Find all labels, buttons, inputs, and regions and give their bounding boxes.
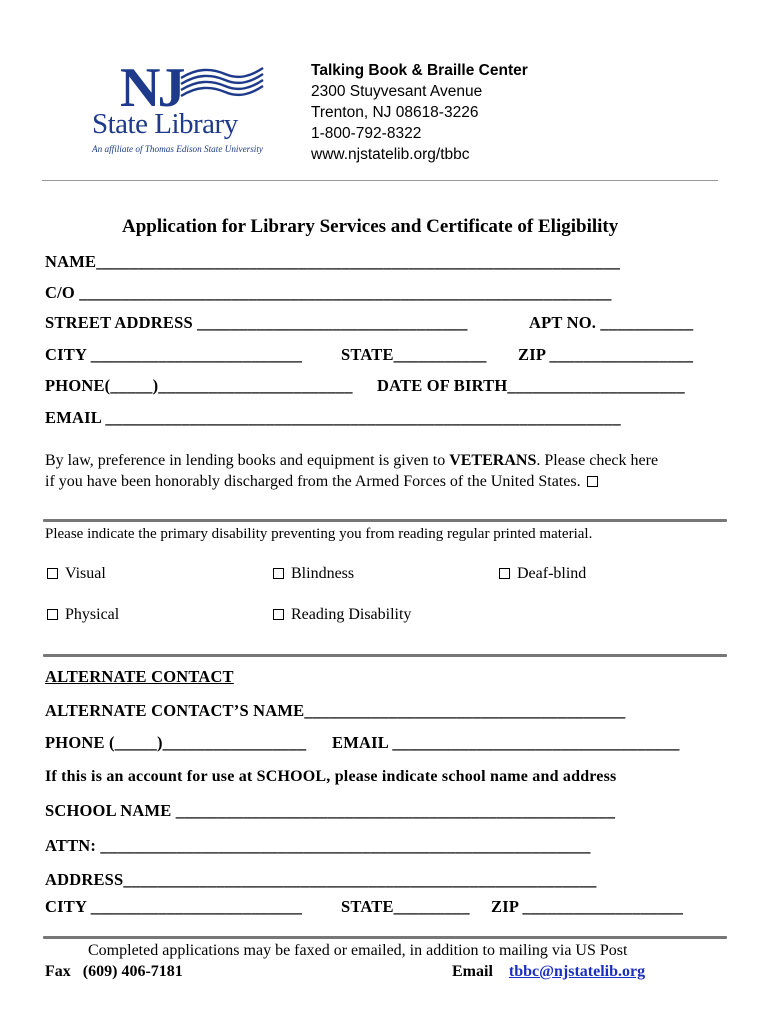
veterans-text-pre: By law, preference in lending books and equipment is given to: [45, 452, 450, 469]
logo-state-library-text: State Library: [92, 108, 238, 140]
alternate-contact-name-field[interactable]: ALTERNATE CONTACT’S NAME______________________________________: [45, 701, 626, 720]
header-website: www.njstatelib.org/tbbc: [311, 146, 470, 163]
reading-disability-checkbox[interactable]: [273, 609, 284, 620]
alternate-phone-field[interactable]: PHONE (_____)_________________: [45, 733, 307, 752]
state-field[interactable]: STATE___________: [341, 345, 487, 364]
school-prompt: If this is an account for use at SCHOOL, please indicate school name and address: [45, 768, 617, 785]
nj-state-library-logo: [92, 58, 272, 162]
school-city-field[interactable]: CITY _________________________: [45, 897, 303, 916]
section-divider-2: [43, 654, 727, 657]
header-city: Trenton, NJ 08618-3226: [311, 104, 479, 121]
footer-note: Completed applications may be faxed or emailed, in addition to mailing via US Post: [88, 942, 628, 959]
physical-checkbox[interactable]: [47, 609, 58, 620]
phone-field[interactable]: PHONE(_____)_______________________: [45, 376, 353, 395]
option-blindness[interactable]: [273, 565, 354, 583]
date-of-birth-field[interactable]: DATE OF BIRTH_____________________: [377, 376, 685, 395]
alternate-email-field[interactable]: EMAIL __________________________________: [332, 733, 680, 752]
school-address-field[interactable]: ADDRESS________________________________________________________: [45, 870, 597, 889]
street-address-field[interactable]: STREET ADDRESS ________________________________: [45, 313, 468, 332]
attn-field[interactable]: ATTN: __________________________________________________________: [45, 836, 591, 855]
email-field[interactable]: EMAIL _____________________________________________________________: [45, 408, 621, 427]
visual-label: Visual: [65, 565, 106, 582]
email-label: Email: [452, 963, 493, 980]
blindness-checkbox[interactable]: [273, 568, 284, 579]
header-street: 2300 Stuyvesant Avenue: [311, 83, 483, 100]
option-visual[interactable]: [47, 565, 106, 583]
option-physical[interactable]: [47, 606, 119, 624]
form-title: Application for Library Services and Certificate of Eligibility: [122, 216, 619, 237]
veterans-text-line2: if you have been honorably discharged from the Armed Forces of the United States.: [45, 473, 581, 490]
disability-prompt: Please indicate the primary disability preventing you from reading regular printed material.: [45, 526, 593, 542]
email-link[interactable]: tbbc@njstatelib.org: [508, 963, 646, 980]
deaf-blind-checkbox[interactable]: [499, 568, 510, 579]
veterans-text-bold: VETERANS: [449, 452, 537, 469]
header-org-name: Talking Book & Braille Center: [311, 62, 528, 79]
blindness-label: Blindness: [291, 565, 355, 582]
deaf-blind-label: Deaf-blind: [517, 565, 587, 582]
physical-label: Physical: [65, 606, 120, 623]
name-field[interactable]: NAME______________________________________________________________: [45, 252, 621, 271]
veteran-checkbox[interactable]: [587, 476, 598, 487]
school-state-field[interactable]: STATE_________: [341, 897, 470, 916]
email-line: [452, 963, 645, 981]
option-reading-disability[interactable]: [273, 606, 411, 624]
veterans-text-post: . Please check here: [536, 452, 659, 469]
fax-number: (609) 406-7181: [82, 963, 183, 980]
option-deaf-blind[interactable]: [499, 565, 586, 583]
alternate-contact-heading: ALTERNATE CONTACT: [45, 667, 234, 686]
city-field[interactable]: CITY _________________________: [45, 345, 303, 364]
veterans-notice-line2: [45, 473, 598, 491]
school-name-field[interactable]: SCHOOL NAME ____________________________________________________: [45, 801, 616, 820]
section-divider-1: [43, 519, 727, 522]
reading-disability-label: Reading Disability: [291, 606, 412, 623]
zip-field[interactable]: ZIP _________________: [518, 345, 694, 364]
header-phone: 1-800-792-8322: [311, 125, 422, 142]
header-address-block: [311, 60, 528, 165]
logo-affiliate-text: An affiliate of Thomas Edison State University: [92, 144, 263, 154]
fax-line: [45, 963, 183, 981]
visual-checkbox[interactable]: [47, 568, 58, 579]
apt-no-field[interactable]: APT NO. ___________: [529, 313, 694, 332]
fax-label: Fax: [45, 963, 71, 980]
header-divider: [42, 180, 718, 181]
school-zip-field[interactable]: ZIP ___________________: [491, 897, 684, 916]
section-divider-3: [43, 936, 727, 939]
logo-nj-text: NJ: [120, 57, 183, 119]
logo-waves-icon: [177, 64, 267, 104]
veterans-notice-line1: [45, 452, 658, 470]
care-of-field[interactable]: C/O _______________________________________________________________: [45, 283, 612, 302]
